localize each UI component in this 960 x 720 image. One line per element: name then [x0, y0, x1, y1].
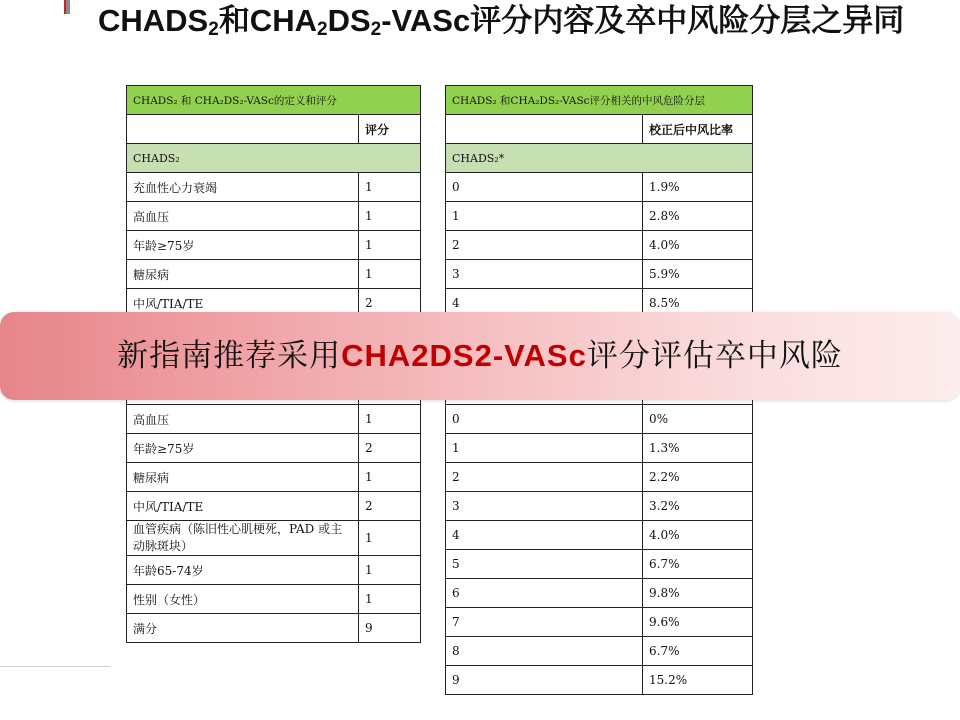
row-score: 3: [446, 492, 643, 521]
row-label: 高血压: [127, 405, 359, 434]
row-score: 1: [359, 556, 421, 585]
row-label: 中风/TIA/TE: [127, 289, 359, 318]
row-rate: 6.7%: [643, 550, 753, 579]
table-row: [446, 666, 753, 695]
row-rate: 4.0%: [643, 521, 753, 550]
row-rate: 1.3%: [643, 434, 753, 463]
row-score: 2: [446, 463, 643, 492]
row-rate: 2.8%: [643, 202, 753, 231]
row-score: 1: [359, 231, 421, 260]
section-row-chads2: [127, 144, 421, 173]
table-row: [446, 202, 753, 231]
row-rate: 0%: [643, 405, 753, 434]
column-header-row: [127, 115, 421, 144]
banner-prefix: 新指南推荐采用: [117, 338, 342, 374]
table-row: [127, 405, 421, 434]
table-row: [446, 260, 753, 289]
row-rate: 6.7%: [643, 637, 753, 666]
row-label: 充血性心力衰竭: [127, 173, 359, 202]
banner-text: [0, 312, 960, 400]
footer-divider: [0, 666, 110, 667]
row-score: 5: [446, 550, 643, 579]
table-header: CHADS₂ 和 CHA₂DS₂-VASc的定义和评分: [127, 86, 421, 115]
table-row: [127, 434, 421, 463]
row-score: 3: [446, 260, 643, 289]
slide-title: $CHADS_2$和$CHA_2DS_2$-VASc评分内容及卒中风险分层之异同: [98, 3, 905, 40]
column-header-row: [446, 115, 753, 144]
row-rate: 3.2%: [643, 492, 753, 521]
row-rate: 5.9%: [643, 260, 753, 289]
row-score: 1: [359, 202, 421, 231]
row-label: 糖尿病: [127, 260, 359, 289]
table-row: [127, 521, 421, 556]
row-label: 中风/TIA/TE: [127, 492, 359, 521]
table-row: [446, 550, 753, 579]
table-row: [127, 463, 421, 492]
table-row: [127, 556, 421, 585]
table-row: [446, 173, 753, 202]
table-row: [127, 260, 421, 289]
row-score: 1: [359, 463, 421, 492]
row-score: 1: [359, 260, 421, 289]
section-row-chads2: [446, 144, 753, 173]
row-score: 4: [446, 521, 643, 550]
table-row: [446, 231, 753, 260]
row-score: 1: [359, 173, 421, 202]
row-score: 9: [446, 666, 643, 695]
column-header-rate: 校正后中风比率: [643, 115, 753, 144]
row-label: 性别（女性）: [127, 585, 359, 614]
row-score: 1: [359, 585, 421, 614]
table-row: [127, 585, 421, 614]
row-score: 0: [446, 405, 643, 434]
row-rate: 15.2%: [643, 666, 753, 695]
row-score: 2: [359, 492, 421, 521]
table-row: [446, 579, 753, 608]
banner-highlight: CHA2DS2-VASc: [341, 338, 587, 373]
table-header-row: [127, 86, 421, 115]
row-score: 1: [359, 405, 421, 434]
row-score: 0: [446, 173, 643, 202]
table-row: [127, 173, 421, 202]
row-score: 9: [359, 614, 421, 643]
section-name: CHADS₂: [127, 144, 421, 173]
row-score: 2: [359, 434, 421, 463]
row-score: 7: [446, 608, 643, 637]
row-score: 8: [446, 637, 643, 666]
table-row: [446, 492, 753, 521]
row-score: 1: [446, 434, 643, 463]
table-row: [127, 492, 421, 521]
table-row: [446, 637, 753, 666]
table-row: [127, 202, 421, 231]
row-label: 年龄65-74岁: [127, 556, 359, 585]
row-rate: 9.6%: [643, 608, 753, 637]
row-rate: 4.0%: [643, 231, 753, 260]
table-header-row: [446, 86, 753, 115]
row-score: 4: [446, 289, 643, 318]
row-score: 1: [446, 202, 643, 231]
row-label: 糖尿病: [127, 463, 359, 492]
row-rate: 1.9%: [643, 173, 753, 202]
recommendation-banner: [0, 312, 960, 400]
row-label: 满分: [127, 614, 359, 643]
row-score: 1: [359, 521, 421, 556]
table-row: [446, 405, 753, 434]
title-accent-stripe: [64, 0, 66, 14]
row-rate: 8.5%: [643, 289, 753, 318]
table-row: [446, 608, 753, 637]
table-row: [127, 614, 421, 643]
row-rate: 2.2%: [643, 463, 753, 492]
row-label: 血管疾病（陈旧性心肌梗死，PAD 或主动脉斑块）: [127, 521, 359, 556]
banner-suffix: 评分评估卒中风险: [586, 338, 843, 374]
row-rate: 9.8%: [643, 579, 753, 608]
column-header-score: 评分: [359, 115, 421, 144]
row-score: 2: [359, 289, 421, 318]
section-name: CHADS₂*: [446, 144, 753, 173]
row-label: 高血压: [127, 202, 359, 231]
table-row: [446, 521, 753, 550]
table-row: [446, 434, 753, 463]
row-score: 2: [446, 231, 643, 260]
row-label: 年龄≥75岁: [127, 434, 359, 463]
table-row: [446, 463, 753, 492]
table-header: CHADS₂ 和CHA₂DS₂-VASc评分相关的中风危险分层: [446, 86, 753, 115]
row-label: 年龄≥75岁: [127, 231, 359, 260]
row-score: 6: [446, 579, 643, 608]
table-row: [127, 231, 421, 260]
